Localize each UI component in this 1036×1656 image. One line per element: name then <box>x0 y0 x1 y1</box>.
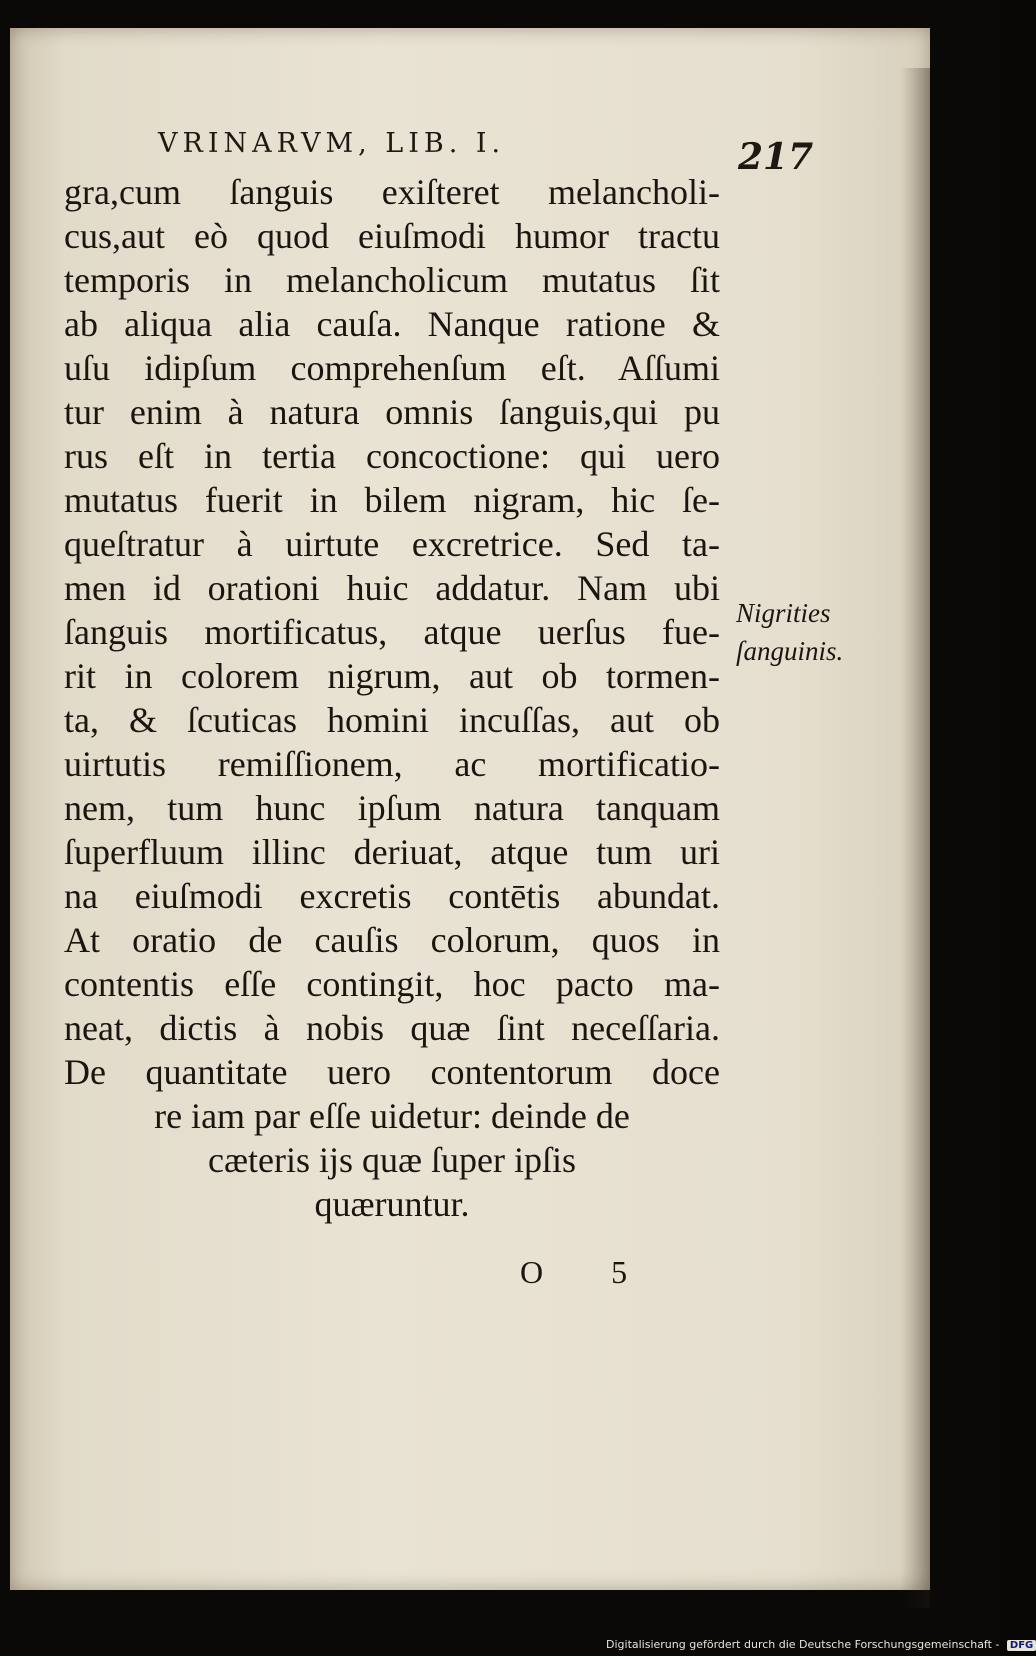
running-head: VRINARVM, LIB. I. <box>158 128 506 159</box>
text-line: cus,aut eò quod eiuſmodi humor tractu <box>64 216 720 256</box>
credit-text: Digitalisierung gefördert durch die Deutsche Forschungsgemeinschaft - <box>606 1638 1000 1651</box>
text-line: temporis in melancholicum mutatus ſit <box>64 260 720 300</box>
marginal-note <box>736 594 876 670</box>
text-line: cæteris ijs quæ ſuper ipſis <box>208 1140 576 1180</box>
text-line: ta, & ſcuticas homini incuſſas, aut ob <box>64 700 720 740</box>
text-line: neat, dictis à nobis quæ ſint neceſſaria. <box>64 1008 720 1048</box>
text-line: na eiuſmodi excretis contētis abundat. <box>64 876 720 916</box>
dfg-logo: DFG <box>1007 1640 1036 1651</box>
page-number: 217 <box>738 136 814 178</box>
text-line: ſuperfluum illinc deriuat, atque tum uri <box>64 832 720 872</box>
text-line: contentis eſſe contingit, hoc pacto ma- <box>64 964 720 1004</box>
text-line: gra,cum ſanguis exiſteret melancholi- <box>64 172 720 212</box>
text-line: uſu idipſum comprehenſum eſt. Aſſumi <box>64 348 720 388</box>
text-line: ſanguis mortificatus, atque uerſus fue- <box>64 612 720 652</box>
text-line: queſtratur à uirtute excretrice. Sed ta- <box>64 524 720 564</box>
text-line: nem, tum hunc ipſum natura tanquam <box>64 788 720 828</box>
text-line: ab aliqua alia cauſa. Nanque ratione & <box>64 304 720 344</box>
text-line: rit in colorem nigrum, aut ob tormen- <box>64 656 720 696</box>
signature-mark: O 5 <box>520 1254 658 1290</box>
text-line: uirtutis remiſſionem, ac mortificatio- <box>64 744 720 784</box>
main-text <box>64 170 720 1226</box>
text-line: re iam par eſſe uidetur: deinde de <box>154 1096 630 1136</box>
text-line: rus eſt in tertia concoctione: qui uero <box>64 436 720 476</box>
text-line: tur enim à natura omnis ſanguis,qui pu <box>64 392 720 432</box>
text-line: De quantitate uero contentorum doce <box>64 1052 720 1092</box>
digitization-credit <box>606 1638 1036 1651</box>
marginal-note-line: ſanguinis. <box>736 636 844 666</box>
text-line: quæruntur. <box>314 1184 470 1224</box>
text-line: mutatus fuerit in bilem nigram, hic ſe- <box>64 480 720 520</box>
page-shadow <box>900 68 930 1608</box>
marginal-note-line: Nigrities <box>736 598 831 628</box>
text-line: men id orationi huic addatur. Nam ubi <box>64 568 720 608</box>
text-line: At oratio de cauſis colorum, quos in <box>64 920 720 960</box>
